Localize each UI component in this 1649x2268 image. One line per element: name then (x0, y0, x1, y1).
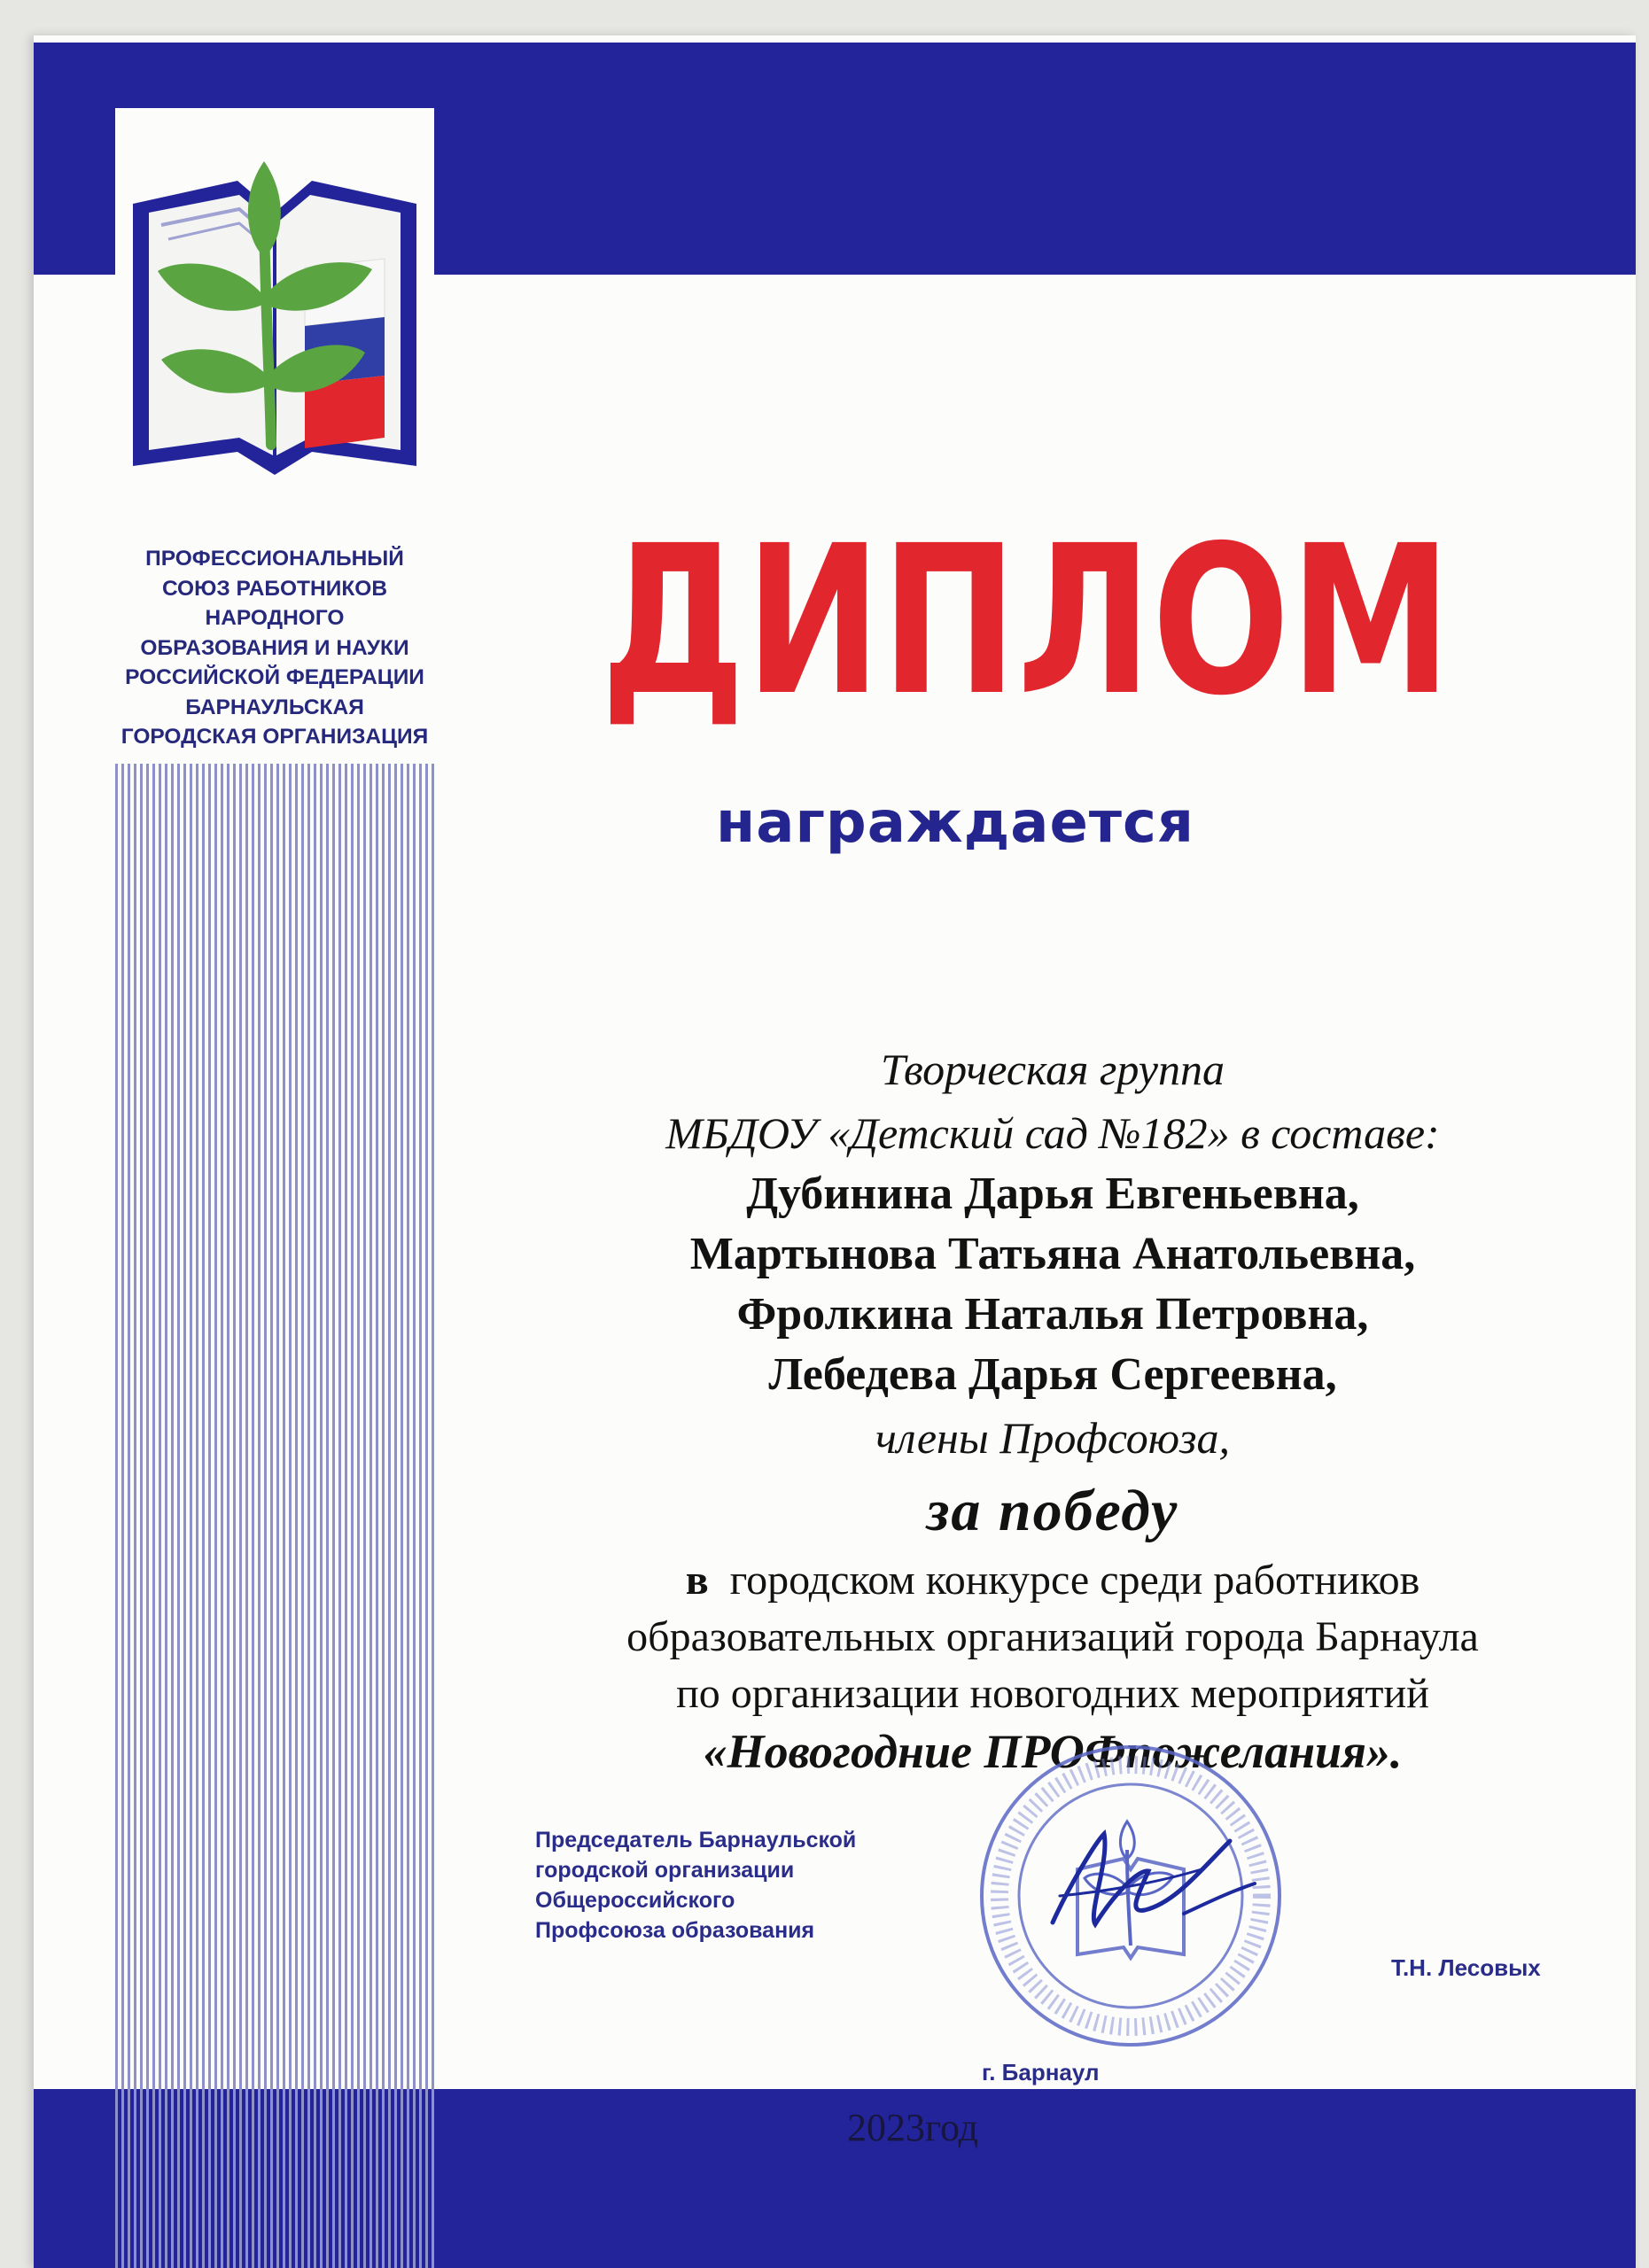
reason-line-2: образовательных организаций города Барнаула (626, 1613, 1479, 1660)
diploma-title (583, 501, 1469, 741)
union-name-line: БАРНАУЛЬСКАЯ (185, 695, 364, 719)
union-name-line: ГОРОДСКАЯ ОРГАНИЗАЦИЯ (121, 725, 429, 749)
signer-position-line: городской организации (535, 1858, 795, 1883)
open-book-with-sprout-icon (115, 108, 434, 514)
round-seal-icon (971, 1736, 1290, 2055)
diploma-title-text: ДИПЛОМ (601, 501, 1451, 741)
member-name: Лебедева Дарья Сергеевна, (768, 1349, 1337, 1400)
decorative-stripes-left (115, 764, 434, 2091)
union-logo (115, 108, 434, 514)
signer-position-line: Общероссийского (535, 1888, 735, 1913)
union-name-line: РОССИЙСКОЙ ФЕДЕРАЦИИ (125, 665, 424, 689)
reason-line-1 (477, 1556, 1629, 1604)
reason-headline: за победу (926, 1479, 1179, 1543)
reason-prefix: в (685, 1557, 709, 1604)
reason-line-1-text: городском конкурсе среди работников (729, 1557, 1420, 1604)
membership-note: члены Профсоюза, (875, 1413, 1231, 1463)
reason-line-3: по организации новогодних мероприятий (676, 1670, 1429, 1717)
decorative-stripes-bottom (115, 2089, 434, 2268)
diploma-sheet (34, 35, 1636, 2268)
union-name-line: НАРОДНОГО (205, 606, 345, 630)
signer-position-line: Профсоюза образования (535, 1918, 815, 1943)
signer-position (535, 1825, 943, 1946)
member-name: Фролкина Наталья Петровна, (736, 1289, 1369, 1340)
union-name-line: СОЮЗ РАБОТНИКОВ (161, 576, 388, 601)
city-label: г. Барнаул (982, 2059, 1100, 2085)
union-name-line: ОБРАЗОВАНИЯ И НАУКИ (140, 635, 409, 660)
member-name: Дубинина Дарья Евгеньевна, (746, 1169, 1359, 1219)
awarded-subtitle: награждается (716, 790, 1194, 856)
recipient-institution: МБДОУ «Детский сад №182» в составе: (665, 1108, 1440, 1158)
signer-name: Т.Н. Лесовых (1391, 1954, 1541, 1981)
contest-name: «Новогодние ПРОФпожелания». (703, 1725, 1403, 1778)
year-label: 2023год (847, 2106, 979, 2149)
round-seal (971, 1736, 1290, 2055)
union-name (115, 544, 434, 752)
member-name: Мартынова Татьяна Анатольевна, (689, 1229, 1416, 1279)
union-name-line: ПРОФЕССИОНАЛЬНЫЙ (145, 547, 404, 571)
signer-position-line: Председатель Барнаульской (535, 1828, 857, 1852)
recipient-group: Творческая группа (881, 1045, 1225, 1094)
